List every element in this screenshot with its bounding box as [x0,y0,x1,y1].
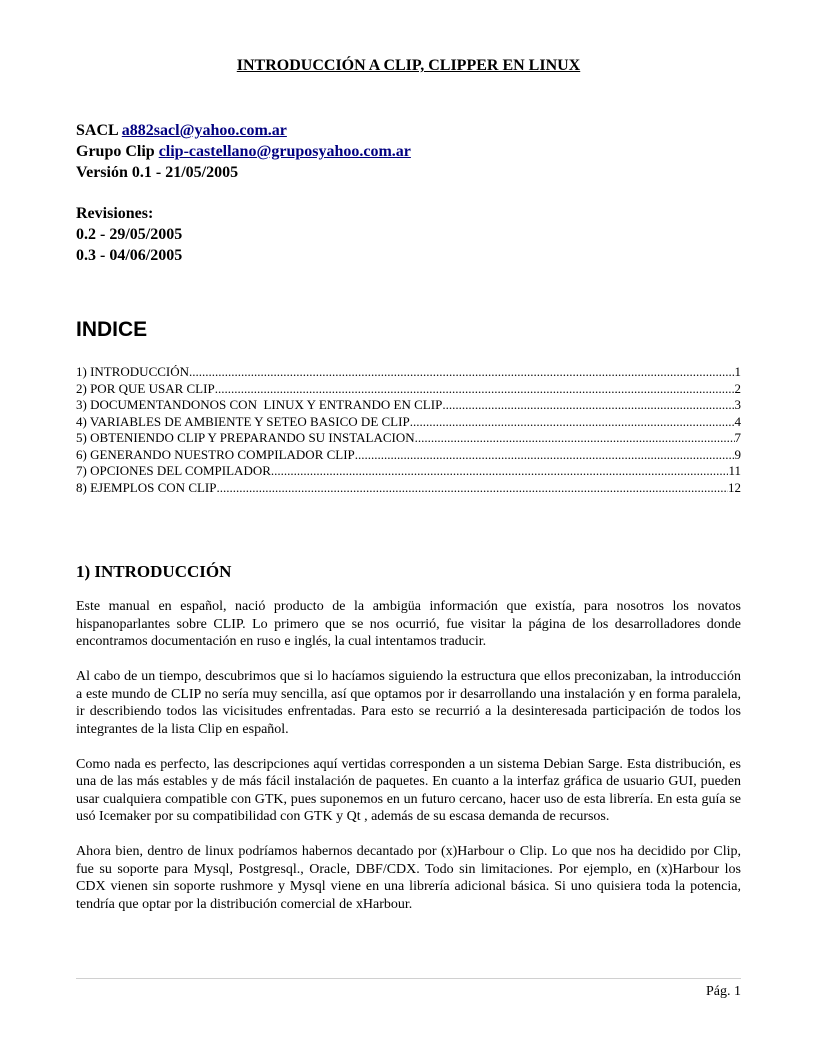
paragraph: Ahora bien, dentro de linux podríamos habernos decantado por (x)Harbour o Clip. Lo que nos ha decidido por Clip, fue su soporte para Mysql, Postgresql., Oracle, DBF/CDX. Todo sin limitaciones. Por ejemplo, en (x)Harbour los CDX vienen sin soporte rushmore y Mysql viene en una librería adicional básica. Si uno quisiera toda la potencia, tendría que optar por la distribución comercial de xHarbour. [76,844,741,912]
version-line: Versión 0.1 - 21/05/2005 [76,164,239,181]
toc-entry-title: 7) OPCIONES DEL COMPILADOR [76,463,271,478]
toc-entry-page: 9 [734,446,741,462]
toc-entry[interactable] [76,397,741,414]
toc-entry-page: 12 [728,479,741,495]
toc-leader [271,463,729,480]
document-meta [76,120,411,183]
toc-entry-title: 3) DOCUMENTANDONOS CON LINUX Y ENTRANDO EN CLIP [76,397,443,412]
paragraph: Como nada es perfecto, las descripciones aquí vertidas corresponden a un sistema Debian Sarge. Esta distribución, es una de las más estables y de más fácil instalación de paquetes. En cuanto a la interfaz gráfica de usuario GUI, pueden usar cualquiera compatible con GTK, pues suponemos en un futuro cercano, hacer uso de esta librería. En esta guía se usó Icemaker por su compatibilidad con GTK y Qt , además de su escasa demanda de recursos. [76,756,741,824]
toc-leader [355,447,735,464]
revision-item: 0.3 - 04/06/2005 [76,247,183,264]
toc-leader [215,381,735,398]
toc-entry[interactable] [76,430,741,447]
toc-entry-title: 2) POR QUE USAR CLIP [76,380,215,396]
group-prefix: Grupo Clip [76,143,155,160]
paragraph: Al cabo de un tiempo, descubrimos que si lo hacíamos siguiendo la estructura que ellos preconizaban, la introducción a este mundo de CLIP no sería muy sencilla, así que optamos por ir desarrollando una instalación y en forma paralela, ir describiendo todos las vicisitudes enfrentadas. Para esto se recurrió a la desinteresada participación de todos los integrantes de la lista Clip en español. [76,669,741,737]
toc-entry-page: 2 [734,380,741,396]
toc-entry-page: 11 [728,463,741,478]
toc-entry-page: 1 [734,364,741,379]
index-heading: INDICE [76,318,148,341]
toc-leader [410,414,735,431]
group-line [76,141,411,162]
group-email-link[interactable]: clip-castellano@gruposyahoo.com.ar [158,143,411,160]
revisions-label: Revisiones: [76,205,154,222]
author-prefix: SACL [76,122,118,139]
toc-entry-page: 4 [734,413,741,429]
section-body [76,598,741,931]
toc-entry[interactable] [76,381,741,398]
paragraph: Este manual en español, nació producto de la ambigüa información que existía, para nosotros los novatos hispanoparlantes sobre CLIP. Lo primero que se nos ocurrió, fue visitar la página de los desarrolladores donde encontramos documentación en ruso e inglés, la cual intentamos traducir. [76,599,741,649]
section-heading: 1) INTRODUCCIÓN [76,562,232,581]
author-email-link[interactable]: a882sacl@yahoo.com.ar [121,122,287,139]
revision-item: 0.2 - 29/05/2005 [76,226,183,243]
toc-leader [189,364,734,381]
revisions-block [76,203,182,266]
toc-leader [217,480,729,497]
toc-entry-title: 5) OBTENIENDO CLIP Y PREPARANDO SU INSTALACION [76,430,415,445]
toc-entry[interactable] [76,364,741,381]
toc-entry[interactable] [76,447,741,464]
toc-leader [442,397,734,414]
toc-entry-page: 3 [734,397,741,412]
table-of-contents [76,364,741,496]
toc-entry-title: 6) GENERANDO NUESTRO COMPILADOR CLIP [76,446,355,462]
toc-entry-title: 8) EJEMPLOS CON CLIP [76,479,217,495]
toc-entry[interactable] [76,414,741,431]
toc-leader [415,430,735,447]
author-line [76,120,411,141]
document-title: INTRODUCCIÓN A CLIP, CLIPPER EN LINUX [236,57,581,74]
footer-divider [76,978,741,979]
toc-entry[interactable] [76,463,741,480]
toc-entry-title: 1) INTRODUCCIÓN [76,364,190,379]
toc-entry[interactable] [76,480,741,497]
page-number: Pág. 1 [706,984,741,999]
toc-entry-page: 7 [734,430,741,445]
toc-entry-title: 4) VARIABLES DE AMBIENTE Y SETEO BASICO DE CLIP [76,413,410,429]
